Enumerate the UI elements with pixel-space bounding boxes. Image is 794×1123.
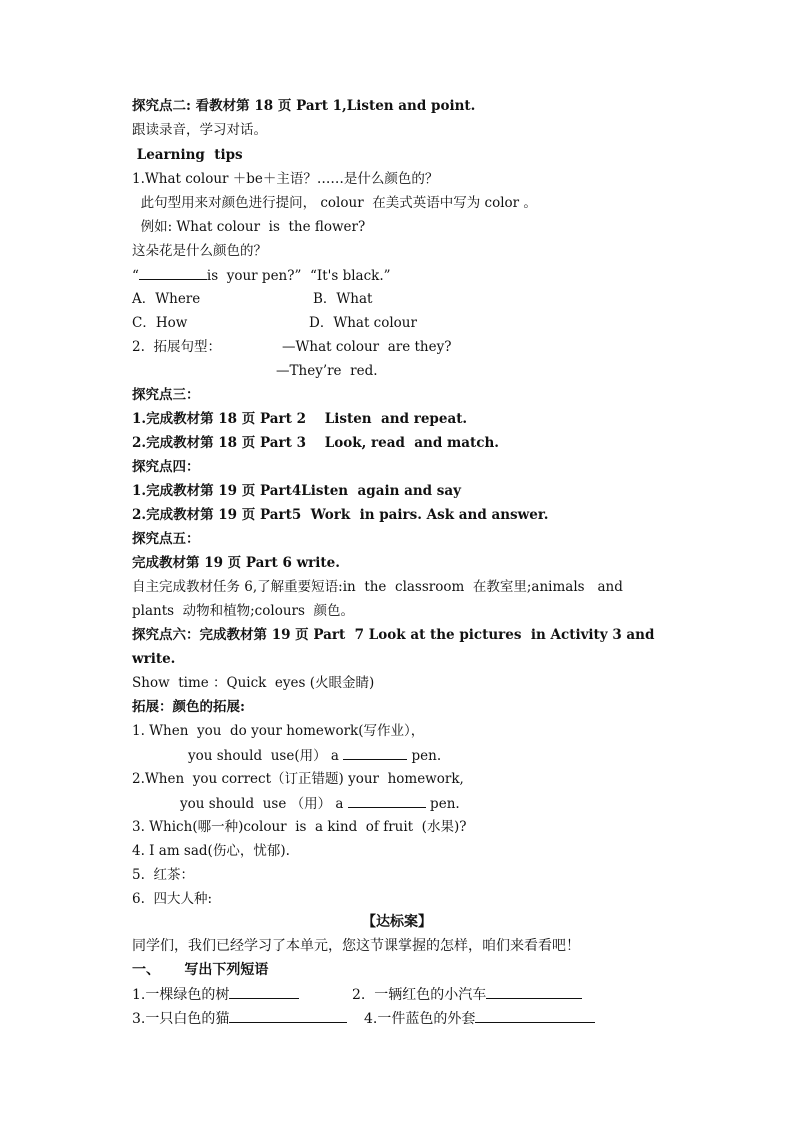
example-translation: 这朵花是什么颜色的？ xyxy=(132,243,267,259)
extension-q1-line2 xyxy=(188,745,441,766)
section4-item1: 1.完成教材第 19 页 Part4Listen again and say xyxy=(132,483,461,499)
assessment-intro: 同学们，我们已经学习了本单元，您这节课掌握的怎样，咱们来看看吧！ xyxy=(132,938,580,954)
section6-heading-line1: 探究点六：完成教材第 19 页 Part 7 Look at the pictures in Activity 3 and xyxy=(132,627,655,643)
extension-q2-line1: 2.When you correct（订正错题) your homework, xyxy=(132,771,464,787)
phrase-2-text: 2. 一辆红色的小汽车 xyxy=(352,987,487,1003)
phrase-2 xyxy=(352,984,582,1005)
extension-pattern-label: 2. 拓展句型： xyxy=(132,339,221,355)
phrase-3 xyxy=(132,1008,347,1029)
learning-tips-title: Learning tips xyxy=(132,147,243,163)
option-b: B．What xyxy=(313,291,373,307)
phrase-1 xyxy=(132,984,299,1005)
phrase-3-text: 3.一只白色的猫 xyxy=(132,1011,230,1027)
extension-q4: 4. I am sad(伤心，忧郁). xyxy=(132,843,290,859)
section5-task: 完成教材第 19 页 Part 6 write. xyxy=(132,555,340,571)
question-rest: is your pen?” “It's black.” xyxy=(206,268,391,284)
phrase-3-blank[interactable] xyxy=(229,1008,347,1023)
assessment-title: 【达标案】 xyxy=(362,914,432,930)
q1-suffix: pen. xyxy=(407,748,442,764)
example-text: 例如: What colour is the flower? xyxy=(132,219,366,235)
phrase-4 xyxy=(364,1008,595,1029)
section4-item2: 2.完成教材第 19 页 Part5 Work in pairs. Ask and answer. xyxy=(132,507,549,523)
show-time-text: Show time ：Quick eyes (火眼金睛) xyxy=(132,675,375,691)
phrase-4-text: 4.一件蓝色的外套 xyxy=(364,1011,476,1027)
answer-blank[interactable] xyxy=(139,265,207,280)
extension-heading: 拓展：颜色的拓展: xyxy=(132,699,245,715)
section4-heading: 探究点四： xyxy=(132,459,200,475)
section5-heading: 探究点五： xyxy=(132,531,200,547)
section5-desc-line2: plants 动物和植物;colours 颜色。 xyxy=(132,603,354,619)
section2-heading: 探究点二: 看教材第 18 页 Part 1,Listen and point. xyxy=(132,98,476,114)
option-c: C．How xyxy=(132,315,188,331)
tip1-text: 1.What colour ＋be＋主语？……是什么颜色的？ xyxy=(132,171,439,187)
section6-heading-line2: write. xyxy=(132,651,176,667)
phrase-4-blank[interactable] xyxy=(475,1008,595,1023)
question-line xyxy=(132,265,391,286)
assessment-part1-heading: 一、 写出下列短语 xyxy=(132,962,269,978)
section2-instruction: 跟读录音，学习对话。 xyxy=(132,122,267,138)
section3-item1: 1.完成教材第 18 页 Part 2 Listen and repeat. xyxy=(132,411,468,427)
extension-q6: 6. 四大人种: xyxy=(132,891,213,907)
extension-pattern-question: —What colour are they? xyxy=(282,339,452,355)
open-quote: “ xyxy=(132,268,139,284)
extension-q1-line1: 1. When you do your homework(写作业）， xyxy=(132,723,425,739)
q2-prefix: you should use （用） a xyxy=(180,796,348,812)
extension-pattern-answer: —They’re red. xyxy=(276,363,378,379)
tip1-note: 此句型用来对颜色进行提问， colour 在美式英语中写为 color 。 xyxy=(132,195,537,211)
q1-answer-blank[interactable] xyxy=(343,745,407,760)
option-a: A．Where xyxy=(132,291,201,307)
extension-q3: 3. Which(哪一种)colour is a kind of fruit (水果)? xyxy=(132,819,467,835)
section3-heading: 探究点三： xyxy=(132,387,200,403)
extension-q5: 5. 红茶： xyxy=(132,867,194,883)
phrase-1-text: 1.一棵绿色的树 xyxy=(132,987,230,1003)
section3-item2: 2.完成教材第 18 页 Part 3 Look, read and match. xyxy=(132,435,500,451)
extension-q2-line2 xyxy=(180,793,460,814)
q2-suffix: pen. xyxy=(425,796,460,812)
q2-answer-blank[interactable] xyxy=(348,793,426,808)
phrase-2-blank[interactable] xyxy=(486,984,582,999)
option-d: D．What colour xyxy=(309,315,417,331)
phrase-1-blank[interactable] xyxy=(229,984,299,999)
section5-desc-line1: 自主完成教材任务 6,了解重要短语:in the classroom 在教室里;animals and xyxy=(132,579,623,595)
q1-prefix: you should use(用） a xyxy=(188,748,344,764)
